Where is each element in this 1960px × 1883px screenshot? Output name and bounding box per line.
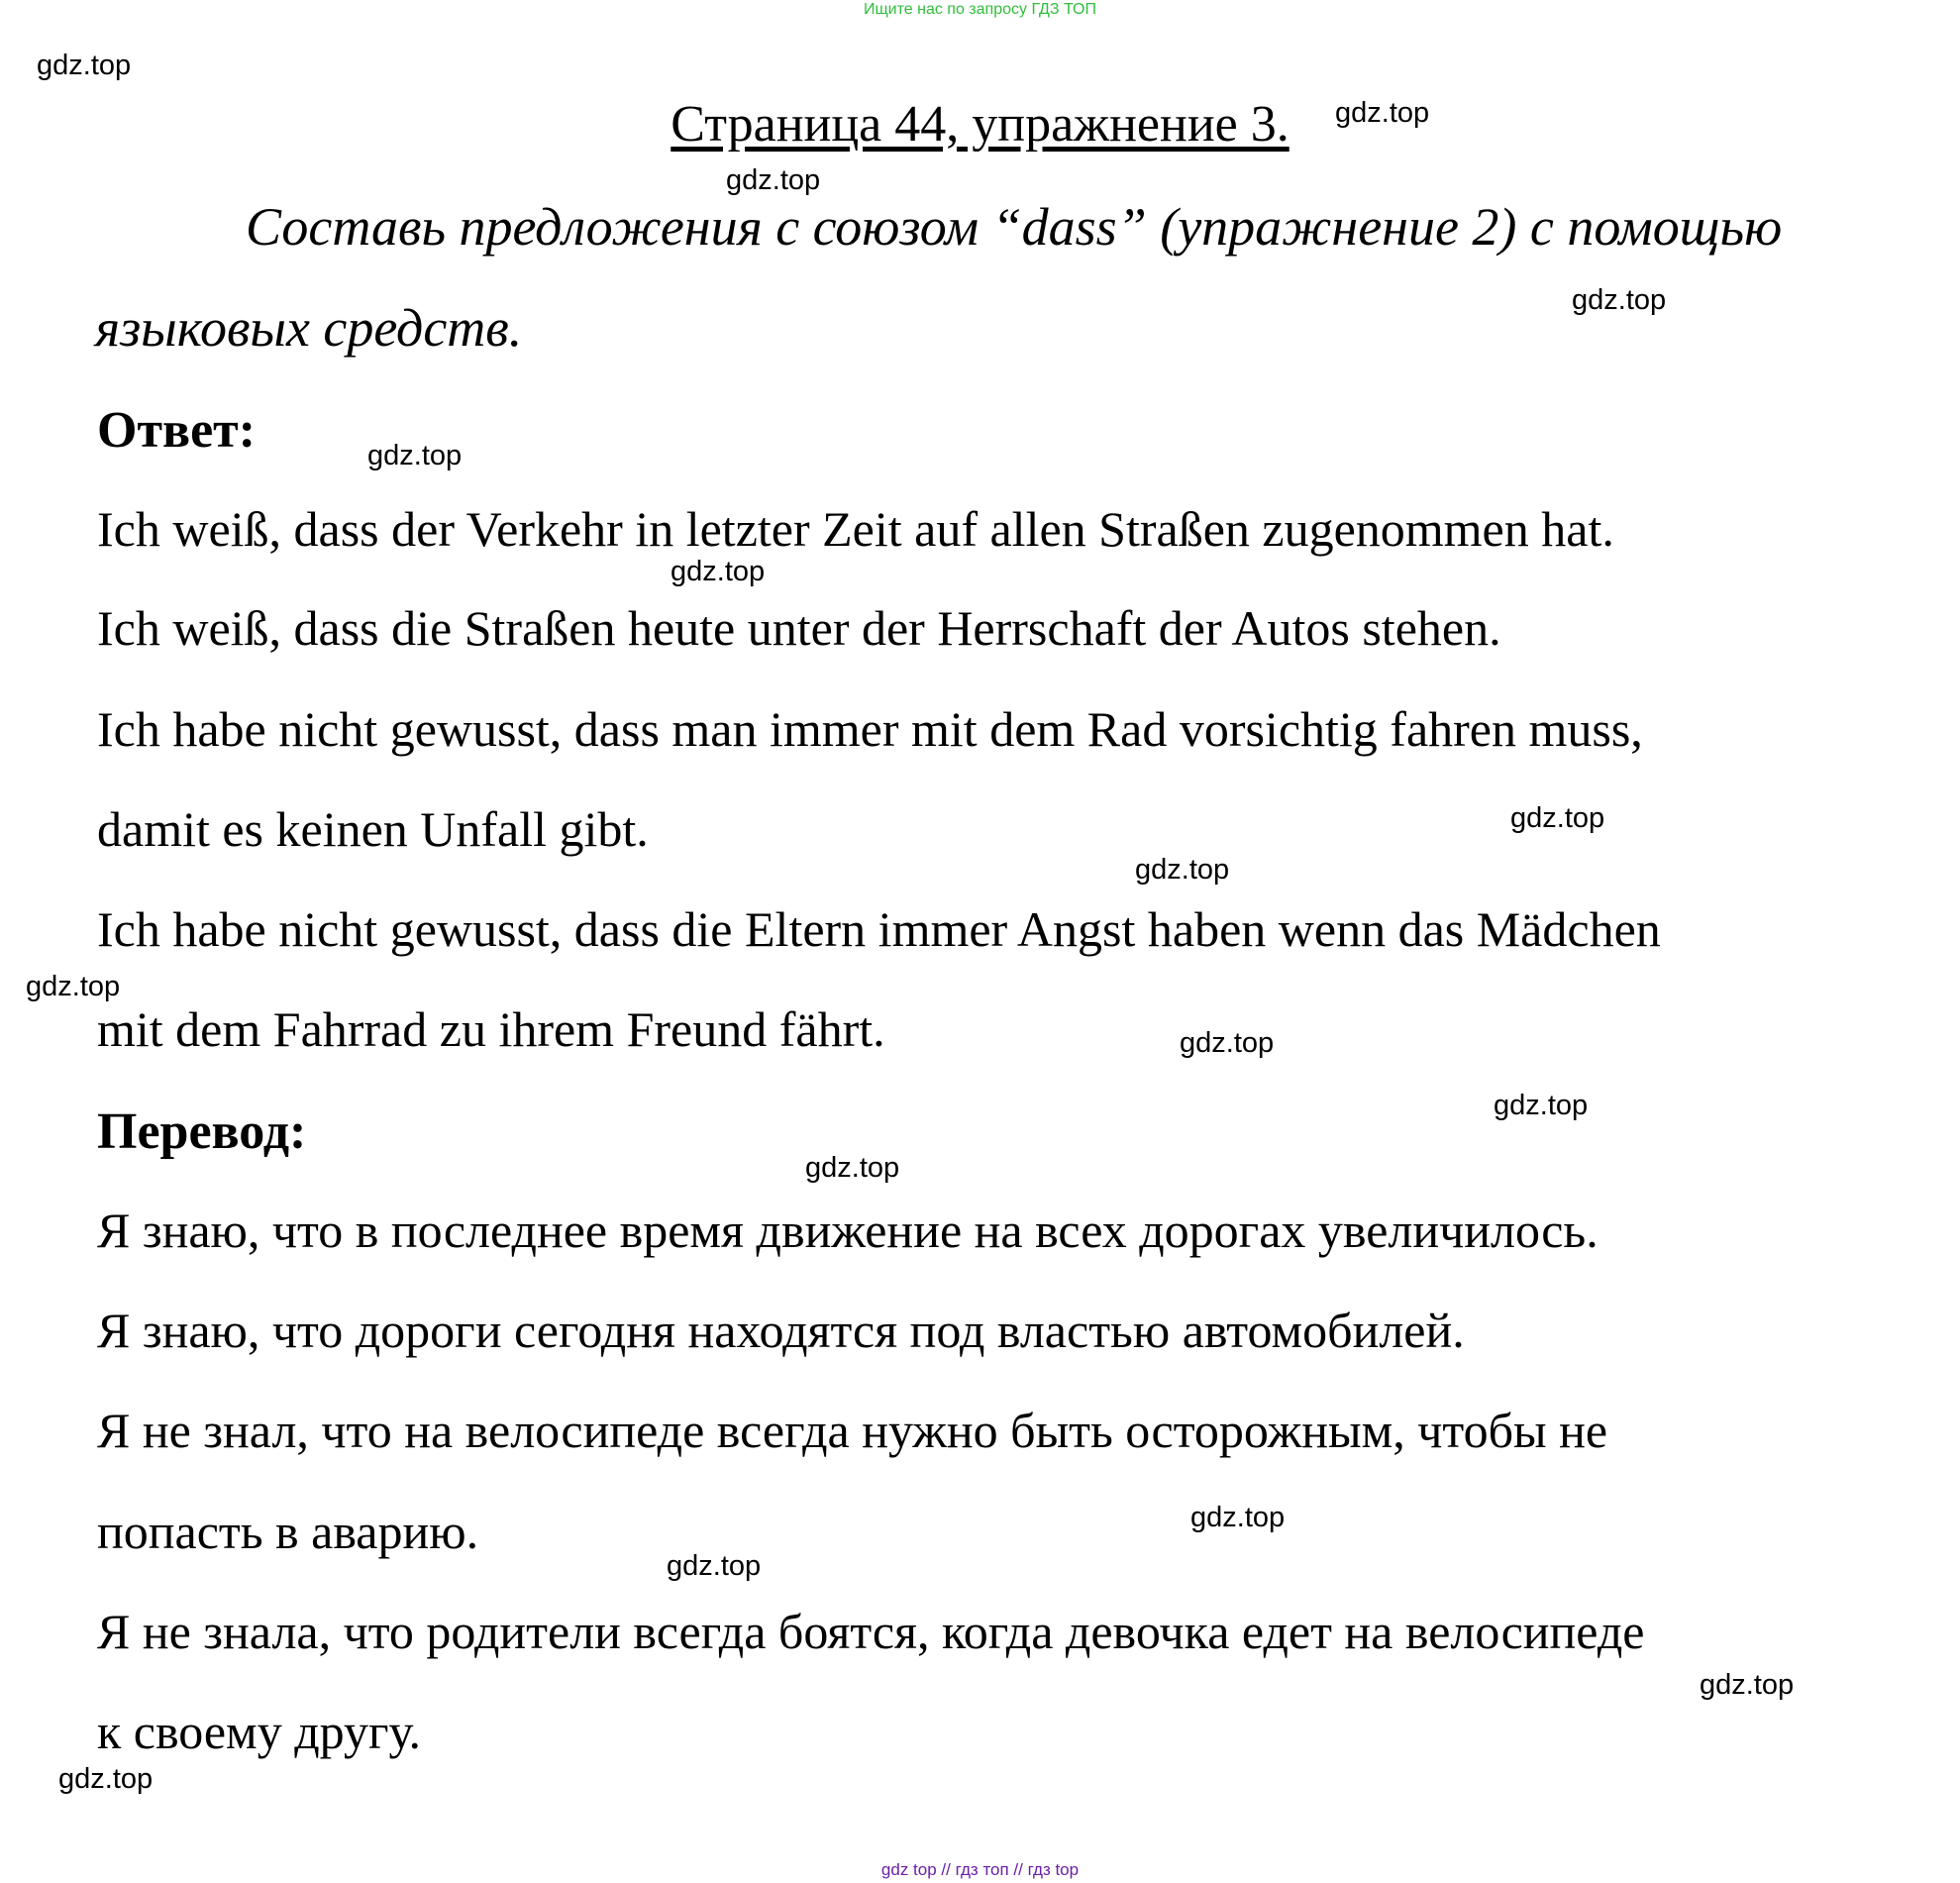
translation-line-5: Я не знала, что родители всегда боятся, когда девочка едет на велосипеде xyxy=(97,1604,1645,1659)
watermark: gdz.top xyxy=(726,164,821,196)
watermark: gdz.top xyxy=(1135,854,1230,886)
watermark: gdz.top xyxy=(1190,1502,1286,1533)
translation-heading: Перевод: xyxy=(97,1103,307,1160)
answer-line-4: damit es keinen Unfall gibt. xyxy=(97,801,649,857)
translation-line-3: Я не знал, что на велосипеде всегда нужно быть осторожным, чтобы не xyxy=(97,1403,1608,1458)
translation-line-4: попасть в аварию. xyxy=(97,1504,479,1559)
page-title: Страница 44, упражнение 3. xyxy=(671,96,1289,153)
watermark: gdz.top xyxy=(1510,802,1605,834)
watermark: gdz.top xyxy=(26,971,121,1002)
watermark: gdz.top xyxy=(805,1152,900,1184)
answer-line-3: Ich habe nicht gewusst, dass man immer mit dem Rad vorsichtig fahren muss, xyxy=(97,701,1643,757)
translation-line-2: Я знаю, что дороги сегодня находятся под властью автомобилей. xyxy=(97,1303,1465,1358)
footer-links[interactable]: gdz top // гдз топ // гдз top xyxy=(880,1860,1080,1879)
watermark: gdz.top xyxy=(1335,97,1430,129)
translation-line-6: к своему другу. xyxy=(97,1704,421,1759)
watermark: gdz.top xyxy=(367,440,463,471)
watermark: gdz.top xyxy=(1700,1669,1795,1701)
watermark: gdz.top xyxy=(671,556,766,587)
task-line-2: языковых средств. xyxy=(95,298,523,358)
answer-line-2: Ich weiß, dass die Straßen heute unter der Herrschaft der Autos stehen. xyxy=(97,600,1501,656)
answer-line-1: Ich weiß, dass der Verkehr in letzter Zeit auf allen Straßen zugenommen hat. xyxy=(97,501,1614,557)
watermark: gdz.top xyxy=(667,1550,762,1582)
watermark: gdz.top xyxy=(58,1763,154,1795)
watermark: gdz.top xyxy=(37,50,132,81)
top-banner[interactable]: Ищите нас по запросу ГДЗ ТОП xyxy=(864,1,1096,18)
answer-line-5: Ich habe nicht gewusst, dass die Eltern immer Angst haben wenn das Mädchen xyxy=(97,901,1661,957)
answer-heading: Ответ: xyxy=(97,402,257,459)
watermark: gdz.top xyxy=(1572,284,1667,316)
watermark: gdz.top xyxy=(1180,1027,1275,1059)
answer-line-6: mit dem Fahrrad zu ihrem Freund fährt. xyxy=(97,1001,885,1057)
task-line-1: Составь предложения с союзом “dass” (упражнение 2) с помощью xyxy=(246,197,1783,257)
translation-line-1: Я знаю, что в последнее время движение на всех дорогах увеличилось. xyxy=(97,1203,1599,1258)
watermark: gdz.top xyxy=(1494,1090,1589,1121)
